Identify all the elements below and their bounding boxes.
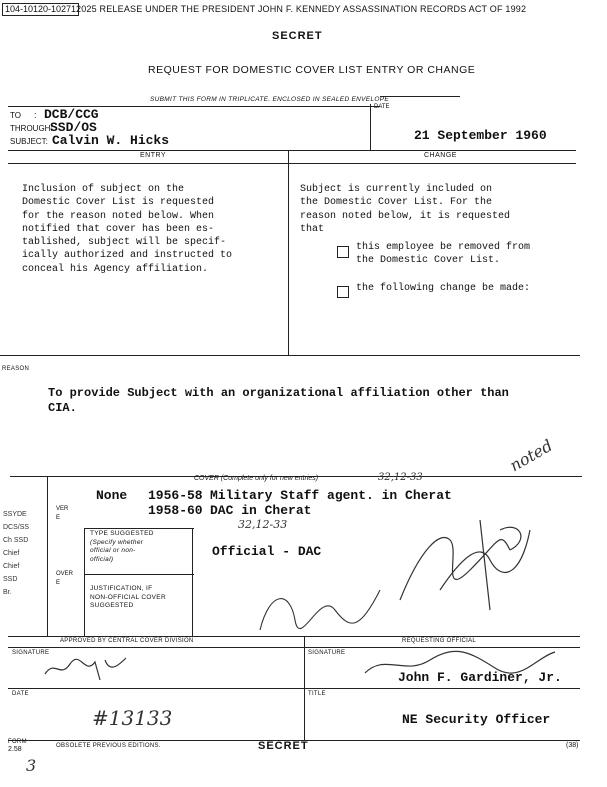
form-title: REQUEST FOR DOMESTIC COVER LIST ENTRY OR CHANGE bbox=[148, 64, 476, 76]
reason-label: REASON bbox=[2, 366, 30, 372]
release-line: 2025 RELEASE UNDER THE PRESIDENT JOHN F. KENNEDY ASSASSINATION RECORDS ACT OF 1992 bbox=[76, 4, 527, 14]
page-mark: 3 bbox=[26, 756, 37, 775]
through-value: SSD/OS bbox=[50, 120, 97, 135]
footer-code: (38) bbox=[566, 742, 579, 749]
change-checkbox[interactable] bbox=[337, 286, 349, 298]
entry-paragraph: Inclusion of subject on the Domestic Cover List is requested for the reason noted below. When notified that cover has been es- tablished, subject will be specif- ically authorized and instructed to conceal his Agency affiliation. bbox=[22, 184, 233, 275]
remove-option: this employee be removed from the Domestic Cover List. bbox=[356, 242, 531, 267]
date-field-label: DATE bbox=[12, 691, 29, 697]
left-margin-labels: SSYDE DCS/SS Ch SSD Chief Chief SSD Br. bbox=[3, 511, 30, 596]
handwritten-scrawl bbox=[250, 580, 400, 635]
signature-label-right: SIGNATURE bbox=[308, 650, 346, 656]
handwritten-initials bbox=[380, 510, 540, 620]
through-label: THROUGH: bbox=[10, 124, 53, 133]
top-classification: SECRET bbox=[272, 30, 323, 42]
title-value: NE Security Officer bbox=[402, 712, 551, 727]
reason-text: To provide Subject with an organizational affiliation other than CIA. bbox=[48, 386, 509, 415]
cover-line2-years: 1958-60 bbox=[148, 503, 203, 518]
left-col-labels-2: OVER E bbox=[56, 571, 74, 586]
approved-label: APPROVED BY CENTRAL COVER DIVISION bbox=[60, 638, 194, 644]
to-label: TO bbox=[10, 111, 21, 120]
form-number: 2.58 bbox=[8, 746, 22, 753]
subject-label: SUBJECT: bbox=[10, 137, 48, 146]
footer-classification: SECRET bbox=[258, 740, 309, 752]
margin-annotation: noted bbox=[506, 435, 556, 476]
title-label: TITLE bbox=[308, 691, 326, 697]
record-id: 104-10120-10271 bbox=[2, 3, 79, 16]
remove-checkbox[interactable] bbox=[337, 246, 349, 258]
left-col-labels: VER E bbox=[56, 506, 69, 521]
cover-just-label: JUSTIFICATION, IF NON-OFFICIAL COVER SUGGESTED bbox=[90, 585, 166, 609]
cover-line1-text: Military Staff agent. in Cherat bbox=[210, 488, 452, 503]
cover-line1-years: 1956-58 bbox=[148, 488, 203, 503]
change-option: the following change be made: bbox=[356, 283, 531, 294]
cover-none: None bbox=[96, 488, 128, 503]
form-instruction: SUBMIT THIS FORM IN TRIPLICATE. ENCLOSED IN SEALED ENVELOPE bbox=[150, 96, 389, 103]
cover-type-label: TYPE SUGGESTED (Specify whether official or non- official) bbox=[90, 530, 154, 563]
requesting-label: REQUESTING OFFICIAL bbox=[402, 638, 477, 644]
handwritten-number: #13133 bbox=[92, 706, 173, 730]
approval-signature bbox=[40, 654, 130, 682]
signature-name: John F. Gardiner, Jr. bbox=[398, 670, 562, 685]
cover-hand-note: 32,12-33 bbox=[238, 518, 288, 531]
subject-value: Calvin W. Hicks bbox=[52, 133, 170, 148]
change-paragraph: Subject is currently included on the Domestic Cover List. For the reason noted below, it is requested that bbox=[300, 184, 511, 235]
entry-label: ENTRY bbox=[140, 152, 167, 159]
form-label: FORM bbox=[8, 739, 27, 745]
date-value: 21 September 1960 bbox=[414, 128, 547, 143]
cover-line2-text: DAC in Cherat bbox=[210, 503, 312, 518]
change-label: CHANGE bbox=[424, 152, 457, 159]
signature-label-left: SIGNATURE bbox=[12, 650, 50, 656]
date-label: DATE bbox=[374, 104, 390, 110]
cover-heading: COVER (Complete only for new entries) bbox=[194, 475, 319, 482]
cover-heading-hand: 32,12-33 bbox=[378, 472, 423, 483]
obsolete-note: OBSOLETE PREVIOUS EDITIONS. bbox=[56, 743, 161, 749]
cover-type-value: Official - DAC bbox=[212, 544, 322, 559]
to-value: DCB/CCG bbox=[44, 107, 99, 122]
